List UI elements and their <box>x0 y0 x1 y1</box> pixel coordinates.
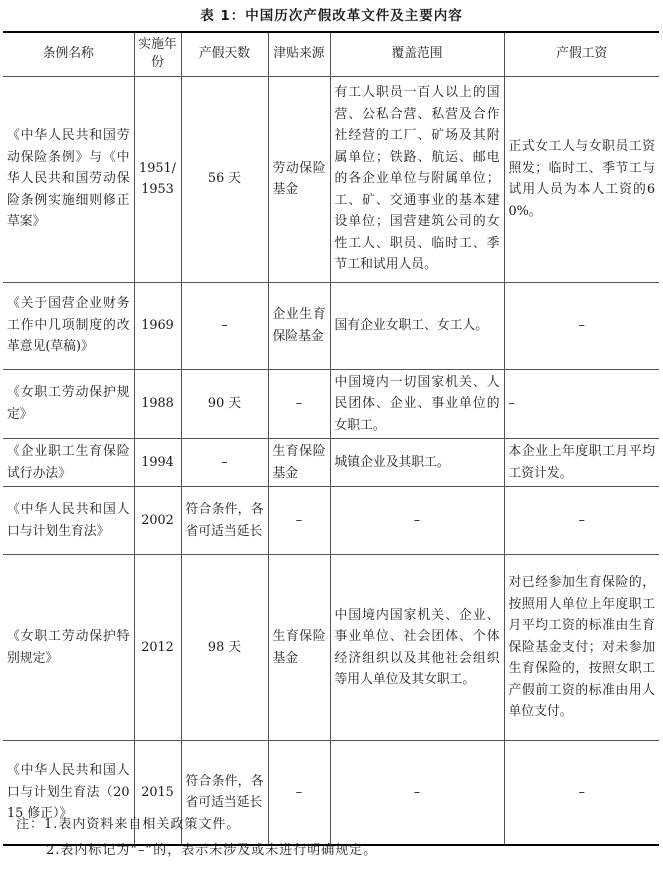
table-title: 表 1：中国历次产假改革文件及主要内容 <box>200 8 463 24</box>
cell-days: – <box>181 282 268 369</box>
cell-wage: – <box>504 741 659 845</box>
cell-days: 符合条件，各省可适当延长 <box>181 741 268 845</box>
cell-name: 《中华人民共和国人口与计划生育法（2015 修正）》 <box>3 741 134 845</box>
table-row <box>3 487 659 555</box>
cell-wage: 正式女工人与女职员工资照发；临时工、季节工与试用人员为本人工资的60%。 <box>504 76 659 282</box>
cell-coverage: 国有企业女职工、女工人。 <box>330 282 504 369</box>
cell-source: 劳动保险基金 <box>268 76 330 282</box>
cell-year: 1994 <box>134 439 181 487</box>
cell-days: 98 天 <box>181 555 268 741</box>
cell-source: 生育保险基金 <box>268 555 330 741</box>
table-row <box>3 555 659 741</box>
header-days: 产假天数 <box>181 32 268 76</box>
cell-name: 《女职工劳动保护特别规定》 <box>3 555 134 741</box>
cell-source: – <box>268 741 330 845</box>
cell-year: 2015 <box>134 741 181 845</box>
policy-table <box>3 31 659 846</box>
cell-days: 90 天 <box>181 369 268 439</box>
cell-days: 符合条件，各省可适当延长 <box>181 487 268 555</box>
cell-source: 企业生育保险基金 <box>268 282 330 369</box>
table-row <box>3 282 659 369</box>
header-wage: 产假工资 <box>504 32 659 76</box>
cell-coverage: 中国境内国家机关、企业、事业单位、社会团体、个体经济组织以及其他社会组织等用人单位及其女职工。 <box>330 555 504 741</box>
cell-coverage: 城镇企业及其职工。 <box>330 439 504 487</box>
header-coverage: 覆盖范围 <box>330 32 504 76</box>
table-row <box>3 76 659 282</box>
cell-name: 《女职工劳动保护规定》 <box>3 369 134 439</box>
table-row <box>3 439 659 487</box>
cell-source: – <box>268 369 330 439</box>
header-row <box>3 32 659 76</box>
table-row <box>3 369 659 439</box>
header-year: 实施年份 <box>134 32 181 76</box>
cell-year: 2012 <box>134 555 181 741</box>
cell-name: 《企业职工生育保险试行办法》 <box>3 439 134 487</box>
cell-year: 1951/1953 <box>134 76 181 282</box>
cell-year: 1969 <box>134 282 181 369</box>
cell-source: 生育保险基金 <box>268 439 330 487</box>
cell-coverage: 中国境内一切国家机关、人民团体、企业、事业单位的女职工。 <box>330 369 504 439</box>
cell-name: 《关于国营企业财务工作中几项制度的改革意见(草稿)》 <box>3 282 134 369</box>
header-source: 津贴来源 <box>268 32 330 76</box>
cell-days: 56 天 <box>181 76 268 282</box>
cell-source: – <box>268 487 330 555</box>
cell-year: 2002 <box>134 487 181 555</box>
cell-wage: – <box>504 487 659 555</box>
cell-wage: 本企业上年度职工月平均工资计发。 <box>504 439 659 487</box>
header-name: 条例名称 <box>3 32 134 76</box>
cell-wage: – <box>504 282 659 369</box>
cell-wage: 对已经参加生育保险的，按照用人单位上年度职工月平均工资的标准由生育保险基金支付；对未参加生育保险的，按照女职工产假前工资的标准由用人单位支付。 <box>504 555 659 741</box>
cell-days: – <box>181 439 268 487</box>
table-notes <box>16 812 377 864</box>
cell-wage: – <box>504 369 659 439</box>
cell-year: 1988 <box>134 369 181 439</box>
cell-coverage: – <box>330 487 504 555</box>
note-1: 注：1.表内资料来自相关政策文件。 <box>16 817 241 832</box>
cell-name: 《中华人民共和国劳动保险条例》与《中华人民共和国劳动保险条例实施细则修正草案》 <box>3 76 134 282</box>
cell-coverage: 有工人职员一百人以上的国营、公私合营、私营及合作社经营的工厂、矿场及其附属单位；铁路、航运、邮电的各企业单位与附属单位；工、矿、交通事业的基本建设单位；国营建筑公司的女性工人、职员、临时工、季节工和试用人员。 <box>330 76 504 282</box>
cell-coverage: – <box>330 741 504 845</box>
note-2: 2.表内标记为“–”的，表示未涉及或未进行明确规定。 <box>46 843 378 858</box>
cell-name: 《中华人民共和国人口与计划生育法》 <box>3 487 134 555</box>
